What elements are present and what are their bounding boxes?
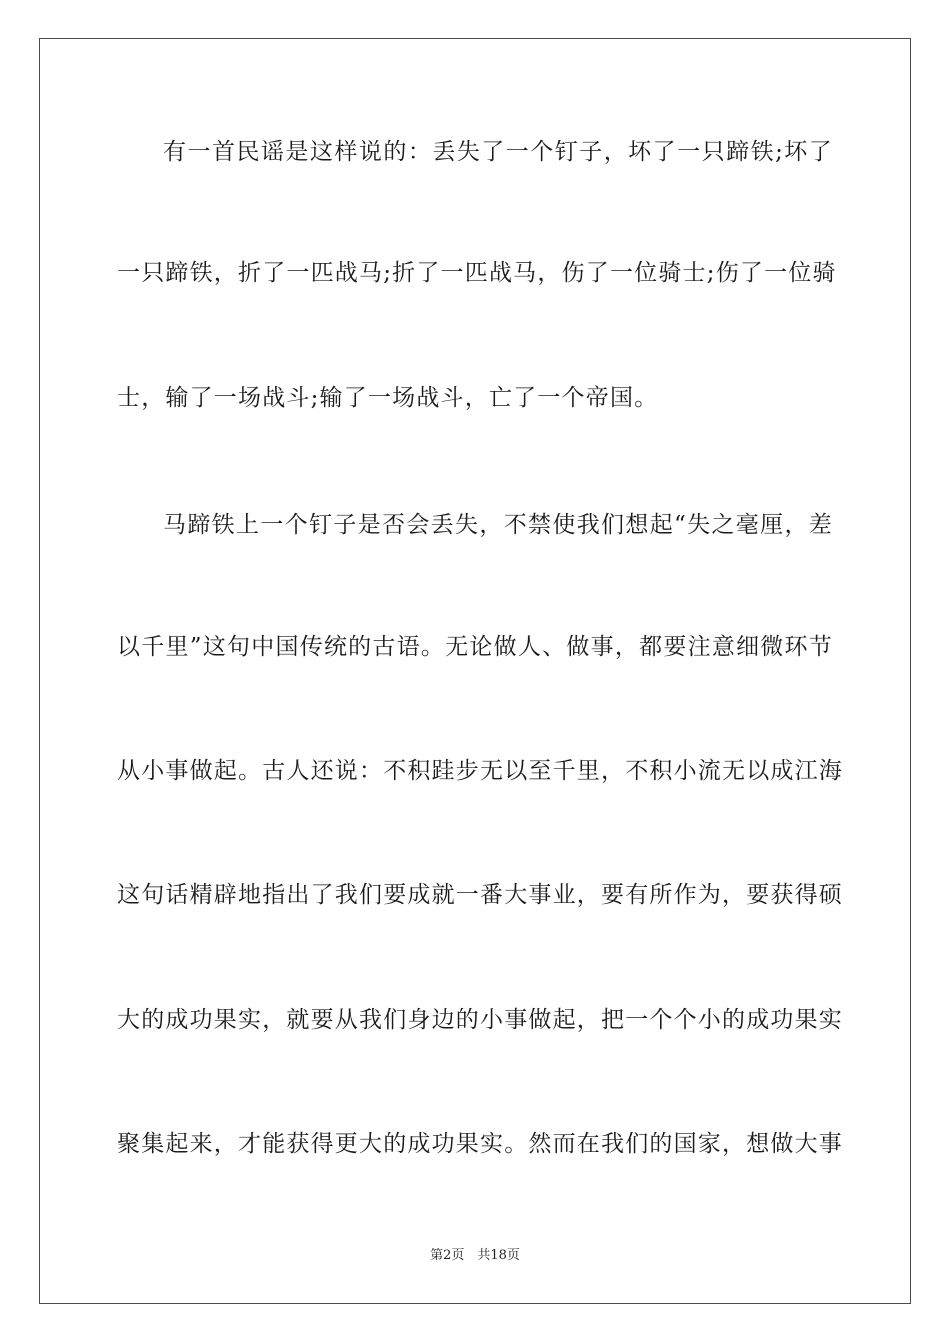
text-line: 从小事做起。古人还说：不积跬步无以至千里，不积小流无以成江海 bbox=[117, 758, 843, 784]
text-line: 一只蹄铁，折了一匹战马;折了一匹战马，伤了一位骑士;伤了一位骑 bbox=[117, 260, 837, 286]
text-line: 士，输了一场战斗;输了一场战斗，亡了一个帝国。 bbox=[117, 385, 659, 411]
page-number: 第2页 共18页 bbox=[430, 1248, 520, 1263]
text-line: 聚集起来，才能获得更大的成功果实。然而在我们的国家，想做大事 bbox=[117, 1131, 843, 1157]
text-line: 这句话精辟地指出了我们要成就一番大事业，要有所作为，要获得硕 bbox=[117, 882, 843, 908]
text-line: 有一首民谣是这样说的：丢失了一个钉子，坏了一只蹄铁;坏了 bbox=[163, 139, 833, 165]
text-line: 马蹄铁上一个钉子是否会丢失，不禁使我们想起“失之毫厘，差 bbox=[163, 512, 833, 538]
page-border bbox=[39, 38, 911, 1304]
text-line: 大的成功果实，就要从我们身边的小事做起，把一个个小的成功果实 bbox=[117, 1007, 843, 1033]
text-line: 以千里”这句中国传统的古语。无论做人、做事，都要注意细微环节 bbox=[117, 634, 833, 660]
